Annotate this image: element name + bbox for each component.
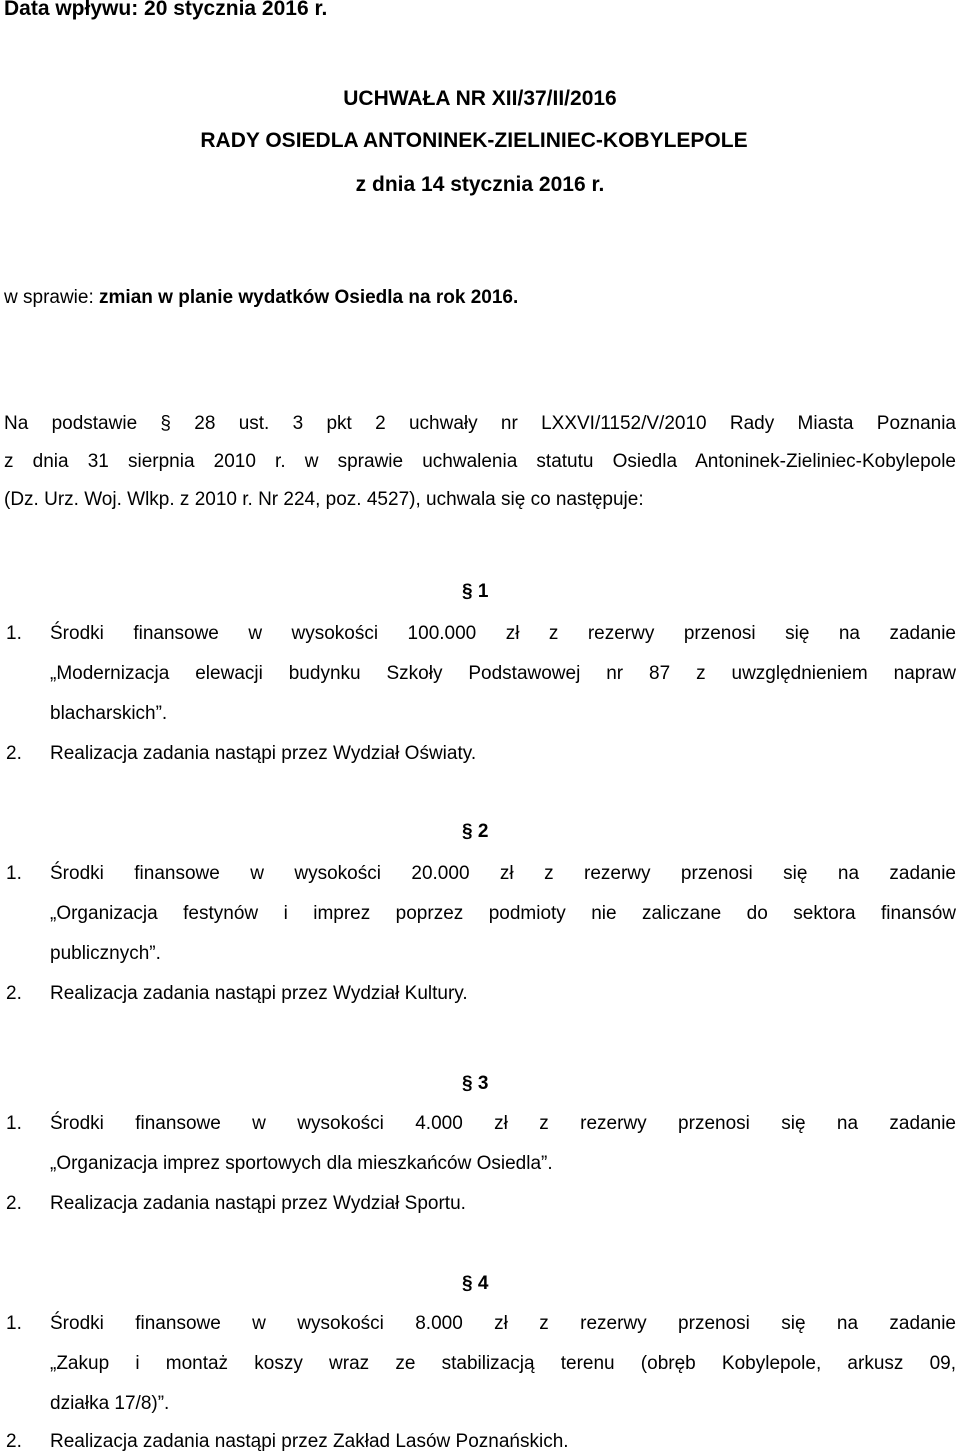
legal-basis-line-3: (Dz. Urz. Woj. Wlkp. z 2010 r. Nr 224, poz. 4527), uchwala się co następuje: [4, 489, 644, 510]
legal-basis-line-2: z dnia 31 sierpnia 2010 r. w sprawie uchwalenia statutu Osiedla Antoninek-Zieliniec-Kobylepole [4, 451, 956, 472]
legal-basis-line-1: Na podstawie § 28 ust. 3 pkt 2 uchwały nr LXXVI/1152/V/2010 Rady Miasta Poznania [4, 413, 956, 434]
section-2-heading: § 2 [462, 821, 489, 842]
subject-line [4, 286, 518, 310]
item-text: Środki finansowe w wysokości 100.000 zł z rezerwy przenosi się na zadanie [50, 623, 956, 644]
item-number: 2. [6, 1193, 22, 1214]
section-1-item-1-line-3: blacharskich”. [50, 703, 168, 724]
section-2-item-1-line-2: „Organizacja festynów i imprez poprzez podmioty nie zaliczane do sektora finansów [50, 903, 956, 924]
item-number: 1. [6, 623, 22, 644]
section-4-item-1-line-3: działka 17/8)”. [50, 1393, 170, 1414]
item-text: Realizacja zadania nastąpi przez Wydział Kultury. [50, 983, 468, 1004]
item-number: 1. [6, 1313, 22, 1334]
item-text: Realizacja zadania nastąpi przez Wydział Sportu. [50, 1193, 466, 1214]
item-text: Środki finansowe w wysokości 4.000 zł z rezerwy przenosi się na zadanie [50, 1113, 956, 1134]
item-number: 2. [6, 983, 22, 1004]
subject-text: zmian w planie wydatków Osiedla na rok 2016. [99, 287, 519, 308]
item-number: 1. [6, 863, 22, 884]
section-4-item-1-line-2: „Zakup i montaż koszy wraz ze stabilizacją terenu (obręb Kobylepole, arkusz 09, [50, 1353, 956, 1374]
subject-prefix: w sprawie: [4, 287, 100, 308]
effective-date: Data wpływu: 20 stycznia 2016 r. [4, 0, 328, 20]
section-3-item-1-line-2: „Organizacja imprez sportowych dla mieszkańców Osiedla”. [50, 1153, 553, 1174]
section-3-heading: § 3 [462, 1073, 489, 1094]
section-1-item-1-line-2: „Modernizacja elewacji budynku Szkoły Podstawowej nr 87 z uwzględnieniem napraw [50, 663, 956, 684]
item-number: 2. [6, 1431, 22, 1452]
item-number: 2. [6, 743, 22, 764]
item-text: Realizacja zadania nastąpi przez Zakład Lasów Poznańskich. [50, 1431, 569, 1452]
section-4-heading: § 4 [462, 1273, 489, 1294]
section-1-heading: § 1 [462, 581, 489, 602]
council-name: RADY OSIEDLA ANTONINEK-ZIELINIEC-KOBYLEPOLE [200, 129, 748, 152]
item-text: Środki finansowe w wysokości 20.000 zł z rezerwy przenosi się na zadanie [50, 863, 956, 884]
resolution-date: z dnia 14 stycznia 2016 r. [355, 173, 605, 196]
item-text: Środki finansowe w wysokości 8.000 zł z rezerwy przenosi się na zadanie [50, 1313, 956, 1334]
resolution-number: UCHWAŁA NR XII/37/II/2016 [343, 87, 617, 110]
item-text: Realizacja zadania nastąpi przez Wydział Oświaty. [50, 743, 477, 764]
section-2-item-1-line-3: publicznych”. [50, 943, 161, 964]
item-number: 1. [6, 1113, 22, 1134]
